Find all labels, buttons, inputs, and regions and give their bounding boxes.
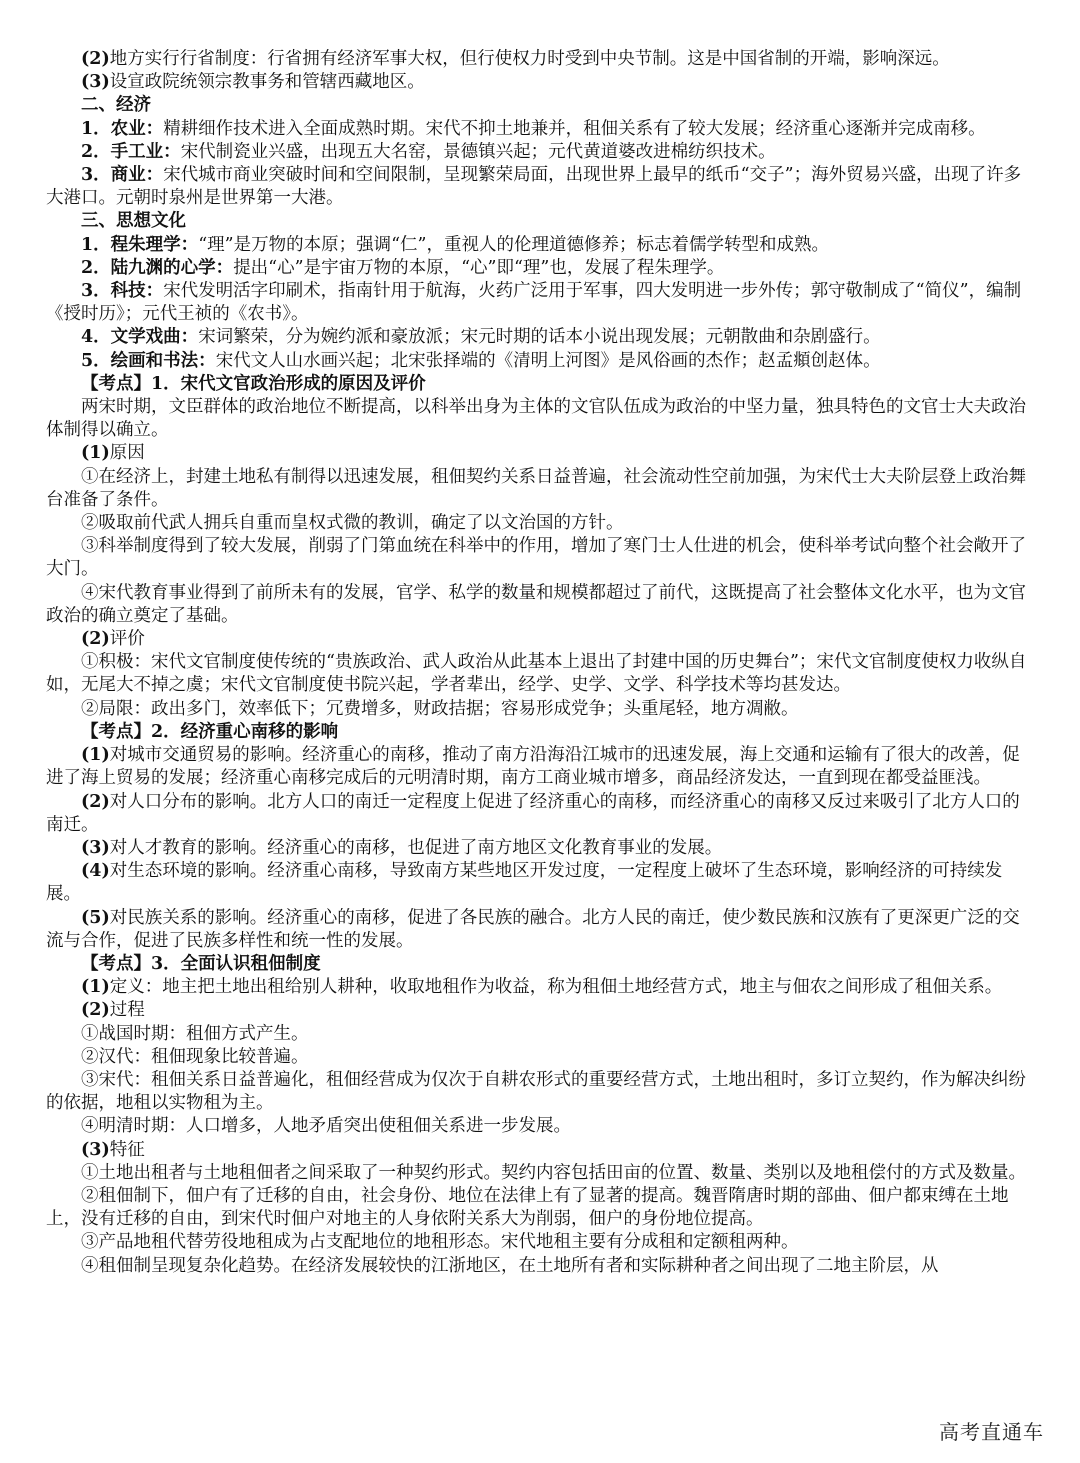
doc-paragraph (46, 907, 1034, 953)
doc-paragraph (46, 860, 1034, 906)
doc-paragraph (46, 976, 1034, 999)
paragraph-text: ②吸取前代武人拥兵自重而皇权式微的教训，确定了以文治国的方针。 (81, 513, 624, 534)
doc-paragraph (46, 999, 1034, 1022)
paragraph-bold-lead: 3．科技： (81, 281, 164, 302)
doc-paragraph (46, 48, 1034, 71)
paragraph-text: “理”是万物的本原；强调“仁”，重视人的伦理道德修养；标志着儒学转型和成熟。 (198, 234, 829, 255)
doc-paragraph (46, 118, 1034, 141)
paragraph-bold-lead: 2．手工业： (81, 141, 181, 162)
doc-paragraph (46, 1023, 1034, 1046)
paragraph-text: ④租佃制呈现复杂化趋势。在经济发展较快的江浙地区，在土地所有者和实际耕种者之间出现了二地主阶层，从 (81, 1255, 939, 1276)
doc-paragraph (46, 442, 1034, 465)
doc-paragraph (46, 1162, 1034, 1185)
doc-paragraph (46, 326, 1034, 349)
paragraph-bold-lead: 1．农业： (81, 118, 164, 139)
paragraph-bold-lead: (3) (81, 72, 110, 93)
paragraph-text: 宋代城市商业突破时间和空间限制，呈现繁荣局面，出现世界上最早的纸币“交子”；海外贸易兴盛，出现了许多大港口。元朝时泉州是世界第一大港。 (46, 165, 1022, 209)
paragraph-text: ②租佃制下，佃户有了迁移的自由，社会身份、地位在法律上有了显著的提高。魏晋隋唐时期的部曲、佃户都束缚在土地上，没有迁移的自由，到宋代时佃户对地主的人身依附关系大为削弱，佃户的身份地位提高。 (46, 1185, 1009, 1230)
paragraph-bold-lead: 2．陆九渊的心学： (81, 257, 234, 278)
paragraph-bold-lead: 5．绘画和书法： (81, 350, 216, 371)
paragraph-bold-lead: 3．商业： (81, 165, 164, 186)
paragraph-text: 宋代发明活字印刷术，指南针用于航海，火药广泛用于军事，四大发明进一步外传；郭守敬制成了“简仪”，编制《授时历》；元代王祯的《农书》。 (46, 281, 1022, 325)
paragraph-text: 过程 (109, 1000, 145, 1021)
doc-paragraph (46, 234, 1034, 257)
paragraph-text: ①在经济上，封建土地私有制得以迅速发展，租佃契约关系日益普遍，社会流动性空前加强，为宋代士大夫阶层登上政治舞台准备了条件。 (46, 466, 1026, 510)
paragraph-text: ③宋代：租佃关系日益普遍化，租佃经营成为仅次于自耕农形式的重要经营方式，土地出租时，多订立契约，作为解决纠纷的依据，地租以实物租为主。 (46, 1069, 1026, 1114)
doc-paragraph (46, 466, 1034, 512)
doc-paragraph (46, 71, 1034, 94)
doc-paragraph (46, 94, 1034, 117)
doc-paragraph (46, 953, 1034, 976)
paragraph-text: 原因 (109, 443, 145, 464)
paragraph-bold-lead: (2) (81, 791, 110, 812)
paragraph-bold-lead: 二、经济 (81, 95, 151, 116)
doc-paragraph (46, 837, 1034, 860)
doc-paragraph (46, 628, 1034, 651)
paragraph-text: 地方实行行省制度：行省拥有经济军事大权，但行使权力时受到中央节制。这是中国省制的开端，影响深远。 (109, 49, 950, 69)
doc-paragraph (46, 1231, 1034, 1254)
document-body (46, 48, 1034, 1278)
paragraph-bold-lead: (3) (81, 1139, 110, 1160)
paragraph-bold-lead: (1) (81, 977, 110, 998)
doc-paragraph (46, 257, 1034, 280)
paragraph-bold-lead: (2) (81, 1000, 110, 1021)
paragraph-text: ④明清时期：人口增多，人地矛盾突出使租佃关系进一步发展。 (81, 1116, 571, 1137)
paragraph-bold-lead: 【考点】3．全面认识租佃制度 (81, 953, 321, 974)
watermark: 高考直通车 (931, 1414, 1052, 1447)
paragraph-text: 对民族关系的影响。经济重心的南移，促进了各民族的融合。北方人民的南迁，使少数民族和汉族有了更深更广泛的交流与合作，促进了民族多样性和统一性的发展。 (46, 907, 1020, 951)
paragraph-bold-lead: (5) (81, 907, 110, 928)
paragraph-bold-lead: (1) (81, 443, 110, 464)
paragraph-text: 对城市交通贸易的影响。经济重心的南移，推动了南方沿海沿江城市的迅速发展，海上交通和运输有了很大的改善，促进了海上贸易的发展；经济重心南移完成后的元明清时期，南方工商业城市增多，商品经济发达，一直到现在都受益匪浅。 (46, 745, 1020, 789)
doc-paragraph (46, 698, 1034, 721)
paragraph-bold-lead: 三、思想文化 (81, 211, 186, 232)
paragraph-bold-lead: (2) (81, 629, 110, 650)
doc-paragraph (46, 651, 1034, 697)
doc-paragraph (46, 280, 1034, 326)
doc-paragraph (46, 164, 1034, 210)
doc-paragraph (46, 1069, 1034, 1115)
doc-paragraph (46, 373, 1034, 396)
doc-paragraph (46, 744, 1034, 790)
paragraph-bold-lead: 4．文学戏曲： (81, 327, 199, 348)
paragraph-text: 提出“心”是宇宙万物的本原，“心”即“理”也，发展了程朱理学。 (233, 257, 725, 278)
doc-paragraph (46, 1139, 1034, 1162)
paragraph-text: ③产品地租代替劳役地租成为占支配地位的地租形态。宋代地租主要有分成租和定额租两种。 (81, 1232, 799, 1253)
paragraph-text: ②汉代：租佃现象比较普遍。 (81, 1046, 309, 1067)
paragraph-text: 精耕细作技术进入全面成熟时期。宋代不抑土地兼并，租佃关系有了较大发展；经济重心逐渐并完成南移。 (163, 118, 986, 139)
paragraph-bold-lead: 【考点】2．经济重心南移的影响 (81, 721, 339, 742)
doc-paragraph (46, 582, 1034, 628)
paragraph-bold-lead: (1) (81, 745, 110, 766)
doc-paragraph (46, 721, 1034, 744)
paragraph-text: 对人口分布的影响。北方人口的南迁一定程度上促进了经济重心的南移，而经济重心的南移又反过来吸引了北方人口的南迁。 (46, 791, 1020, 835)
doc-paragraph (46, 1185, 1034, 1231)
paragraph-text: ①战国时期：租佃方式产生。 (81, 1023, 309, 1044)
doc-paragraph (46, 350, 1034, 373)
paragraph-text: 两宋时期，文臣群体的政治地位不断提高，以科举出身为主体的文官队伍成为政治的中坚力量，独具特色的文官士大夫政治体制得以确立。 (46, 397, 1026, 441)
doc-paragraph (46, 535, 1034, 581)
paragraph-text: 评价 (109, 629, 145, 650)
doc-paragraph (46, 396, 1034, 442)
paragraph-bold-lead: 1．程朱理学： (81, 234, 199, 255)
doc-paragraph (46, 791, 1034, 837)
paragraph-text: 特征 (109, 1139, 145, 1160)
paragraph-text: ①土地出租者与土地租佃者之间采取了一种契约形式。契约内容包括田亩的位置、数量、类别以及地租偿付的方式及数量。 (81, 1162, 1026, 1183)
doc-paragraph (46, 1115, 1034, 1138)
paragraph-bold-lead: 【考点】1．宋代文官政治形成的原因及评价 (81, 373, 426, 394)
paragraph-bold-lead: (4) (81, 861, 110, 882)
paragraph-bold-lead: (3) (81, 837, 110, 858)
doc-paragraph (46, 141, 1034, 164)
paragraph-text: 对人才教育的影响。经济重心的南移，也促进了南方地区文化教育事业的发展。 (109, 837, 723, 858)
paragraph-text: 宋代文人山水画兴起；北宋张择端的《清明上河图》是风俗画的杰作；赵孟頫创赵体。 (215, 350, 881, 371)
paragraph-text: 宋词繁荣，分为婉约派和豪放派；宋元时期的话本小说出现发展；元朝散曲和杂剧盛行。 (198, 327, 881, 348)
paragraph-text: ④宋代教育事业得到了前所未有的发展，官学、私学的数量和规模都超过了前代，这既提高了社会整体文化水平，也为文官政治的确立奠定了基础。 (46, 582, 1026, 626)
paragraph-text: 对生态环境的影响。经济重心南移，导致南方某些地区开发过度，一定程度上破坏了生态环境，影响经济的可持续发展。 (46, 861, 1003, 905)
doc-paragraph (46, 210, 1034, 233)
doc-paragraph (46, 1255, 1034, 1278)
doc-paragraph (46, 1046, 1034, 1069)
paragraph-bold-lead: (2) (81, 49, 110, 69)
paragraph-text: ③科举制度得到了较大发展，削弱了门第血统在科举中的作用，增加了寒门士人仕进的机会，使科举考试向整个社会敞开了大门。 (46, 536, 1026, 580)
doc-paragraph (46, 512, 1034, 535)
paragraph-text: ②局限：政出多门，效率低下；冗费增多，财政拮据；容易形成党争；头重尾轻，地方凋敝。 (81, 698, 799, 719)
paragraph-text: 宋代制瓷业兴盛，出现五大名窑，景德镇兴起；元代黄道婆改进棉纺织技术。 (180, 141, 776, 162)
paragraph-text: ①积极：宋代文官制度使传统的“贵族政治、武人政治从此基本上退出了封建中国的历史舞台”；宋代文官制度使权力收纵自如，无尾大不掉之虞；宋代文官制度使书院兴起，学者辈出，经学、史学、文学、科学技术等均甚发达。 (46, 652, 1027, 696)
paragraph-text: 定义：地主把土地出租给别人耕种，收取地租作为收益，称为租佃土地经营方式，地主与佃农之间形成了租佃关系。 (109, 977, 1003, 998)
paragraph-text: 设宣政院统领宗教事务和管辖西藏地区。 (109, 72, 425, 93)
